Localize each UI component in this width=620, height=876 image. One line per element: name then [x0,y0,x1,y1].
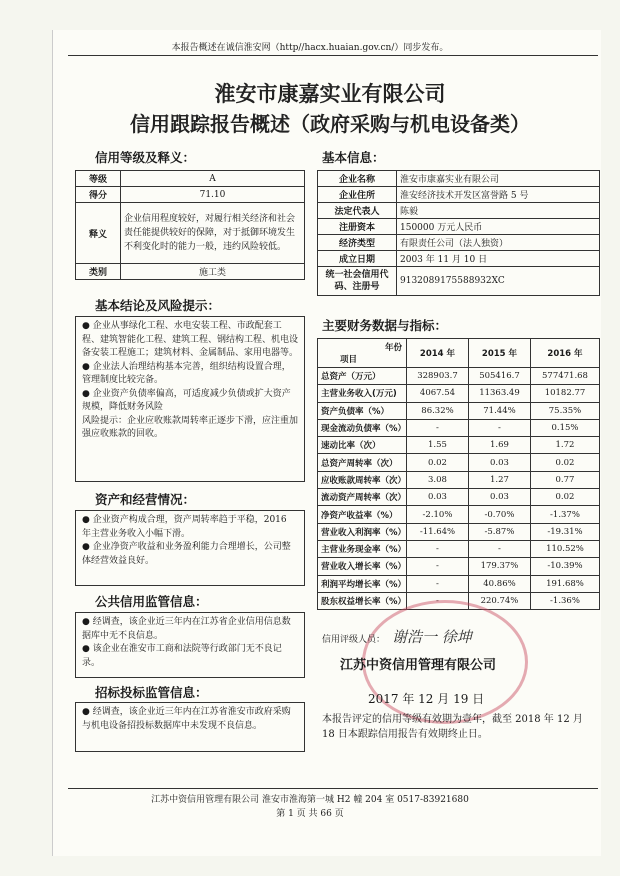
finance-value: 328903.7 [407,368,469,385]
finance-value: 1.69 [468,437,530,454]
footer-company: 江苏中资信用管理有限公司 淮安市淮海第一城 H2 幢 204 室 0517-83921680 [151,795,469,805]
basic-value: 2003 年 11 月 10 日 [397,251,600,267]
finance-corner-cell [318,339,407,368]
category-label: 类别 [76,264,121,280]
finance-value: -0.70% [468,506,530,523]
finance-value: 0.03 [468,489,530,506]
finance-row [318,540,600,557]
finance-value: 1.55 [407,437,469,454]
finance-value: 179.37% [468,558,530,575]
finance-value: 40.86% [468,575,530,592]
finance-row [318,506,600,523]
finance-row [318,402,600,419]
finance-value: 4067.54 [407,385,469,402]
finance-value: - [407,558,469,575]
finance-value: - [407,575,469,592]
finance-value: 0.02 [407,454,469,471]
finance-value: 191.68% [530,575,599,592]
bidding-item: ● 经调查，该企业近三年内在江苏省淮安市政府采购与机电设备招投标数据库中未发现不良信息。 [82,707,291,731]
year-header: 2016 年 [530,339,599,368]
finance-value: 1.27 [468,471,530,488]
finance-metric: 流动资产周转率（次） [318,489,407,506]
finance-value: -5.87% [468,523,530,540]
basic-row [318,219,600,235]
basic-key: 企业名称 [318,171,397,187]
finance-table [317,338,600,610]
finance-metric: 股东权益增长率（%） [318,592,407,609]
finance-value: 0.15% [530,419,599,436]
finance-value: 10182.77 [530,385,599,402]
finance-row [318,368,600,385]
report-title: 信用跟踪报告概述（政府采购与机电设备类） [130,112,530,136]
finance-value: 220.74% [468,592,530,609]
finance-value: 71.44% [468,402,530,419]
assets-item: ● 企业资产构成合理，资产周转率趋于平稳，2016 年主营业务收入小幅下滑。 [82,515,287,539]
finance-value: 11363.49 [468,385,530,402]
supervision-box [75,612,305,678]
finance-metric: 净资产收益率（%） [318,506,407,523]
bidding-box [75,702,305,752]
basic-value: 150000 万元人民币 [397,219,600,235]
finance-value: - [407,592,469,609]
assets-item: ● 企业净资产收益和业务盈利能力合理增长，公司整体经营效益良好。 [82,542,291,566]
basic-key: 企业住所 [318,187,397,203]
credit-code-value: 913208917558893​2XC [397,267,600,296]
issuer-company: 江苏中资信用管理有限公司 [340,658,497,673]
basic-key: 经济类型 [318,235,397,251]
finance-value: 3.08 [407,471,469,488]
finance-metric: 现金流动负债率（%） [318,419,407,436]
finance-row [318,419,600,436]
finance-value: - [407,419,469,436]
year-header: 2015 年 [468,339,530,368]
footer-page: 第 1 页 共 66 页 [276,809,344,819]
finance-value: 505416.7 [468,368,530,385]
level-label: 等级 [76,171,121,187]
finance-metric: 营业收入利润率（%） [318,523,407,540]
finance-value: 0.02 [530,454,599,471]
footer-rule [68,788,598,789]
finance-metric: 资产负债率（%） [318,402,407,419]
basic-value: 淮安经济技术开发区富誉路 5 号 [397,187,600,203]
finance-value: -2.10% [407,506,469,523]
basic-key: 法定代表人 [318,203,397,219]
finance-metric: 总资产（万元） [318,368,407,385]
basic-key: 成立日期 [318,251,397,267]
risk-tip: 风险提示：企业应收账款周转率正逐步下滑，应注重加强应收账款的回收。 [82,415,299,439]
analyst-signature: 谢浩一 徐坤 [392,628,472,646]
supervision-item: ● 该企业在淮安市工商和法院等行政部门无不良记录。 [82,644,282,668]
basic-row [318,235,600,251]
analyst-label: 信用评级人员： [322,635,386,645]
finance-row [318,489,600,506]
finance-value: 0.77 [530,471,599,488]
finance-metric: 应收账款周转率（次） [318,471,407,488]
assets-box [75,510,305,586]
header-rule [68,55,598,56]
finance-value: - [468,419,530,436]
supervision-heading: 公共信用监管信息： [95,594,208,609]
conclusion-heading: 基本结论及风险提示： [95,298,221,313]
level-value: A [121,171,305,187]
bidding-heading: 招标投标监管信息： [95,685,208,700]
finance-value: - [468,540,530,557]
conclusion-item: ● 企业资产负债率偏高，可适度减少负债或扩大资产规模，降低财务风险 [82,388,291,412]
conclusion-item: ● 企业从事绿化工程、水电安装工程、市政配套工程、建筑智能化工程、建筑工程、钢结构工程、机电设备安装工程施工；建筑材料、金属制品、家用电器等。 [82,321,299,358]
basic-value: 有限责任公司（法人独资） [397,235,600,251]
finance-metric: 总资产周转率（次） [318,454,407,471]
finance-metric: 营业收入增长率（%） [318,558,407,575]
finance-value: 75.35% [530,402,599,419]
conclusion-item: ● 企业法人治理结构基本完善，组织结构设置合理，管理制度比较完备。 [82,361,291,385]
publish-note: 本报告概述在诚信淮安网（http//hacx.huaian.gov.cn/）同步发布。 [171,43,449,53]
finance-value: 0.03 [407,489,469,506]
finance-row [318,575,600,592]
finance-value: -19.31% [530,523,599,540]
issue-date: 2017 年 12 月 19 日 [368,692,485,706]
credit-code-label: 统一社会信用代码、注册号 [318,267,397,296]
basic-row [318,251,600,267]
finance-value: -11.64% [407,523,469,540]
finance-row [318,471,600,488]
finance-value: -1.37% [530,506,599,523]
finance-value: 0.03 [468,454,530,471]
finance-value: -1.36% [530,592,599,609]
basic-table [317,170,600,296]
basic-row [318,203,600,219]
basic-key: 注册资本 [318,219,397,235]
corner-year: 年份 [384,343,402,353]
category-value: 施工类 [121,264,305,280]
finance-value: 0.02 [530,489,599,506]
basic-row [318,171,600,187]
rating-heading: 信用等级及释义： [95,150,196,165]
finance-row [318,558,600,575]
finance-heading: 主要财务数据与指标： [322,318,448,333]
basic-value: 陈毅 [397,203,600,219]
company-title: 淮安市康嘉实业有限公司 [214,82,446,106]
finance-value: 110.52% [530,540,599,557]
finance-metric: 主营业务现金率（%） [318,540,407,557]
finance-metric: 利润平均增长率（%） [318,575,407,592]
assets-heading: 资产和经营情况： [95,492,196,507]
finance-row [318,454,600,471]
rating-table [75,170,305,280]
conclusion-box [75,316,305,482]
corner-item: 项目 [340,355,358,365]
finance-value: - [407,540,469,557]
year-header: 2014 年 [407,339,469,368]
finance-metric: 速动比率（次） [318,437,407,454]
finance-row [318,523,600,540]
finance-value: 86.32% [407,402,469,419]
finance-value: 577471.68 [530,368,599,385]
finance-value: 1.72 [530,437,599,454]
supervision-item: ● 经调查，该企业近三年内在江苏省企业信用信息数据库中无不良信息。 [82,617,291,641]
finance-metric: 主营业务收入(万元) [318,385,407,402]
basic-value: 淮安市康嘉实业有限公司 [397,171,600,187]
score-value: 71.10 [121,187,305,203]
finance-value: -10.39% [530,558,599,575]
basic-heading: 基本信息： [322,150,385,165]
score-label: 得分 [76,187,121,203]
validity-note: 本报告评定的信用等级有效期为壹年，截至 2018 年 12 月 18 日本跟踪信用报告有效期终止日。 [322,714,583,740]
finance-row [318,385,600,402]
basic-row [318,187,600,203]
finance-row [318,437,600,454]
meaning-label: 释义 [76,203,121,264]
meaning-value: 企业信用程度较好，对履行相关经济和社会责任能提供较好的保障，对于抵御环境发生不利变化时的能力一般，违约风险较低。 [121,203,305,264]
